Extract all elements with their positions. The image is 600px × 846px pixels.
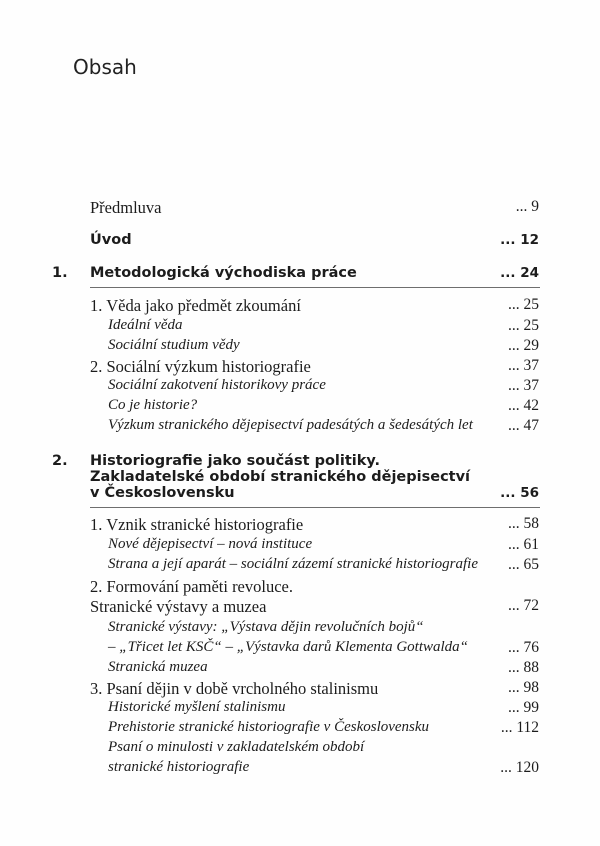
toc-entry-page: ... 72 — [508, 597, 539, 614]
toc-entry-label: Metodologická východiska práce — [90, 265, 357, 281]
toc-entry-label: Psaní o minulosti v zakladatelském období — [108, 739, 365, 755]
toc-subsection-line — [0, 639, 600, 661]
toc-subsection[interactable] — [0, 619, 600, 641]
toc-chapter-2-line — [0, 485, 600, 507]
toc-subsection[interactable] — [0, 556, 600, 578]
toc-entry-uvod[interactable] — [0, 232, 600, 254]
toc-entry-page: ... 99 — [508, 699, 539, 716]
toc-entry-page: ... 88 — [508, 659, 539, 676]
divider — [90, 507, 540, 508]
toc-subsection[interactable] — [0, 317, 600, 339]
divider — [90, 287, 540, 288]
toc-entry-label: stranické historiografie — [108, 759, 250, 775]
toc-entry-page: ... 25 — [508, 317, 539, 334]
toc-entry-page: ... 29 — [508, 337, 539, 354]
toc-entry-page: ... 47 — [508, 417, 539, 434]
toc-entry-label: Úvod — [90, 232, 132, 248]
toc-entry-page: ... 24 — [500, 265, 539, 281]
toc-entry-label: Prehistorie stranické historiografie v Československu — [108, 719, 430, 735]
toc-section[interactable] — [0, 296, 600, 318]
toc-chapter-1[interactable] — [0, 265, 600, 287]
toc-entry-label: – „Třicet let KSČ“ – „Výstavka darů Klementa Gottwalda“ — [108, 639, 469, 655]
toc-entry-page: ... 76 — [508, 639, 539, 656]
toc-section[interactable] — [0, 357, 600, 379]
toc-entry-label: Sociální zakotvení historikovy práce — [108, 377, 326, 393]
toc-entry-predmluva[interactable] — [0, 198, 600, 220]
toc-entry-label: Sociální studium vědy — [108, 337, 240, 353]
toc-subsection[interactable] — [0, 417, 600, 439]
toc-entry-label: 2. Formování paměti revoluce. — [90, 577, 293, 596]
chapter-number: 1. — [52, 265, 68, 281]
toc-entry-label: 1. Vznik stranické historiografie — [90, 515, 304, 534]
toc-entry-label: 3. Psaní dějin v době vrcholného stalinismu — [90, 679, 379, 698]
toc-subsection[interactable] — [0, 397, 600, 419]
toc-entry-page: ... 9 — [515, 198, 539, 215]
toc-subsection[interactable] — [0, 659, 600, 681]
toc-entry-label: Co je historie? — [108, 397, 198, 413]
toc-entry-page: ... 12 — [500, 232, 539, 248]
toc-subsection[interactable] — [0, 536, 600, 558]
toc-subsection[interactable] — [0, 337, 600, 359]
toc-entry-page: ... 65 — [508, 556, 539, 573]
toc-entry-label: Strana a její aparát – sociální zázemí stranické historiografie — [108, 556, 478, 572]
toc-section-line — [0, 597, 600, 619]
toc-subsection[interactable] — [0, 739, 600, 761]
toc-entry-label: Výzkum stranického dějepisectví padesátých a šedesátých let — [108, 417, 473, 433]
page-title: Obsah — [73, 55, 137, 79]
toc-entry-page: ... 112 — [500, 719, 539, 736]
toc-entry-page: ... 37 — [508, 377, 539, 394]
toc-entry-label: Předmluva — [90, 198, 162, 217]
toc-subsection[interactable] — [0, 699, 600, 721]
toc-entry-label: Nové dějepisectví – nová instituce — [108, 536, 313, 552]
toc-entry-page: ... 120 — [500, 759, 539, 776]
toc-subsection-line — [0, 759, 600, 781]
toc-section[interactable] — [0, 679, 600, 701]
toc-entry-label: Stranické výstavy a muzea — [90, 597, 267, 616]
toc-entry-page: ... 37 — [508, 357, 539, 374]
toc-entry-label: Stranická muzea — [108, 659, 208, 675]
toc-entry-label: Historické myšlení stalinismu — [108, 699, 286, 715]
toc-entry-page: ... 56 — [500, 485, 539, 501]
toc-entry-page: ... 61 — [508, 536, 539, 553]
toc-entry-page: ... 58 — [508, 515, 539, 532]
toc-entry-page: ... 98 — [508, 679, 539, 696]
toc-entry-label: 1. Věda jako předmět zkoumání — [90, 296, 301, 315]
toc-section[interactable] — [0, 515, 600, 537]
toc-entry-page: ... 42 — [508, 397, 539, 414]
toc-section[interactable] — [0, 577, 600, 599]
toc-subsection[interactable] — [0, 377, 600, 399]
toc-entry-label: 2. Sociální výzkum historiografie — [90, 357, 311, 376]
toc-subsection[interactable] — [0, 719, 600, 741]
toc-entry-label: Zakladatelské období stranického dějepisectví — [90, 469, 471, 485]
toc-entry-label: Stranické výstavy: „Výstava dějin revolučních bojů“ — [108, 619, 424, 635]
toc-entry-label: Ideální věda — [108, 317, 183, 333]
toc-entry-label: Historiografie jako součást politiky. — [90, 453, 381, 469]
toc-entry-page: ... 25 — [508, 296, 539, 313]
chapter-number: 2. — [52, 453, 68, 469]
toc-entry-label: v Československu — [90, 485, 235, 501]
